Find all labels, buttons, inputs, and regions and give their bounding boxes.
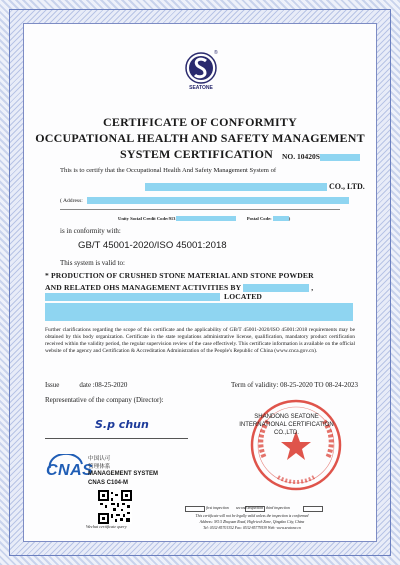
company-address <box>60 197 349 205</box>
director-signature: S.p chun <box>95 418 149 431</box>
certificate-number <box>282 152 360 161</box>
redaction-block <box>176 216 236 221</box>
representative-label: Representative of the company (Director): <box>45 396 164 404</box>
first-inspection-box <box>185 506 205 512</box>
redaction-block <box>45 303 353 321</box>
credit-code <box>118 215 290 223</box>
registered-mark: ® <box>214 50 218 56</box>
address-label: ( Address: <box>60 198 83 204</box>
company-name <box>145 183 365 191</box>
footer-validity-note: This certificate will not be legally valid unless the inspection is conformed <box>195 514 309 518</box>
scope-line-3 <box>45 292 355 301</box>
term-of-validity: Term of validity: 08-25-2020 TO 08-24-2023 <box>231 381 358 389</box>
qr-code-label: Wechat certificate query <box>86 524 127 529</box>
title-line-2: OCCUPATIONAL HEALTH AND SAFETY MANAGEMENT <box>35 131 365 145</box>
seal-text-line-3: CO.,LTD. <box>274 430 299 436</box>
scope-located: LOCATED <box>224 292 263 301</box>
valid-statement: This system is valid to: <box>60 259 125 267</box>
redaction-block <box>45 293 220 301</box>
scope-line-2-text: AND RELATED OHS MANAGEMENT ACTIVITIES BY <box>45 283 242 292</box>
second-inspection-label: second inspection <box>236 506 264 510</box>
footer-address: Address: NO.5 Zhuyuan Road, High-tech Zone, Qingdao City, China <box>199 520 305 524</box>
issue-date-value: date :08-25-2020 <box>79 381 128 389</box>
footer-contact: Tel: 0532-85701352 Fax: 0532-85779539 Web: www.seatone.cn <box>203 526 301 530</box>
issue-label: Issue <box>45 381 60 389</box>
issue-date <box>45 381 127 389</box>
seal-text-line-2: INTERNATIONAL CERTIFICATION <box>239 422 334 428</box>
scope-line-2-comma: , <box>311 283 314 292</box>
company-suffix: CO., LTD. <box>329 182 365 191</box>
postal-code-label: Postal Code: <box>246 216 272 221</box>
further-clarifications: Further clarifications regarding the scope of this certificate and the applicability of GB/T 45001-2020/ISO 45001:2018 requirements may be obtained by this body organization. Certificate in the state regulations administrative license, qualification, mandatory product certification received within the validity period, the regular supervision review of the case effectively. This certificate information is available on the official website of the agency and Certification & Accreditation Administration of the People's Republic of China (www.cnca.gov.cn). <box>45 327 355 354</box>
standard-name: GB/T 45001-2020/ISO 45001:2018 <box>78 240 227 251</box>
title-line-1: CERTIFICATE OF CONFORMITY <box>103 115 297 129</box>
signature-line <box>45 438 188 439</box>
postal-code-close: ) <box>288 216 291 221</box>
scope-line-1: * PRODUCTION OF CRUSHED STONE MATERIAL AND STONE POWDER <box>45 271 314 280</box>
scope-line-2 <box>45 283 355 292</box>
cnas-logo: CNAS <box>46 462 94 479</box>
title-line-3: SYSTEM CERTIFICATION <box>120 147 274 161</box>
third-inspection-label: third inspection <box>266 506 290 510</box>
cnas-code: CNAS C104-M <box>88 480 129 486</box>
redaction-block <box>87 197 349 204</box>
logo-brand-text: SEATONE <box>189 85 213 91</box>
redaction-block <box>145 183 327 191</box>
cnas-cn-line-2: 管理体系 <box>88 464 111 470</box>
certificate-number-label: NO. 10420S <box>282 152 320 161</box>
seatone-logo-icon <box>183 48 219 100</box>
first-inspection-label: first inspection <box>206 506 229 510</box>
company-seal-icon <box>248 397 344 493</box>
credit-code-label: Unity Social Credit Code:913 <box>118 216 176 221</box>
address-underline <box>60 209 340 210</box>
redaction-block <box>273 216 289 221</box>
certify-statement: This is to certify that the Occupational Health And Safety Management System of <box>60 167 277 174</box>
third-inspection-box <box>303 506 323 512</box>
cnas-cn-line-1: 中国认可 <box>88 456 111 462</box>
conformity-statement: is in conformity with: <box>60 227 121 235</box>
seal-text-line-1: SHANDONG SEATONE <box>254 414 319 420</box>
qr-code-icon[interactable] <box>98 490 132 524</box>
redaction-block <box>320 154 360 161</box>
cnas-management-system: MANAGEMENT SYSTEM <box>88 471 159 477</box>
